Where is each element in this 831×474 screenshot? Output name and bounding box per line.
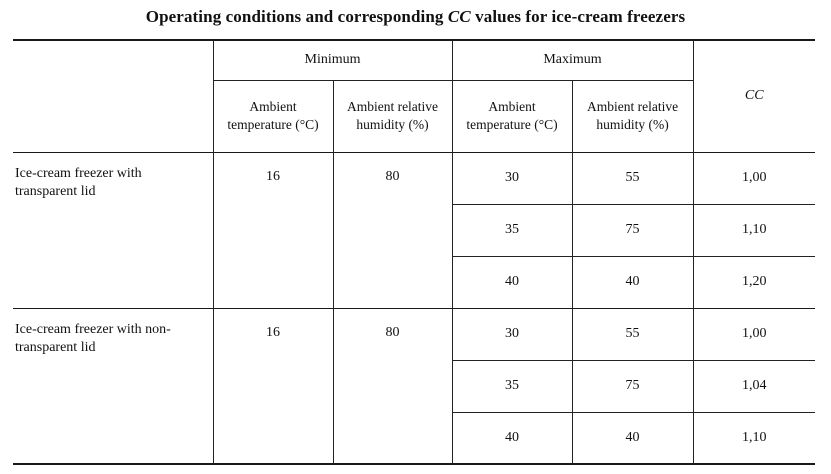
cc-value: 1,10	[693, 412, 815, 464]
title-suffix: values for ice-cream freezers	[470, 7, 686, 26]
min-humidity-value: 80	[333, 152, 452, 308]
header-empty-cell	[13, 40, 213, 152]
cc-value: 1,10	[693, 204, 815, 256]
min-humidity-value: 80	[333, 308, 452, 464]
min-temperature-value: 16	[213, 152, 333, 308]
max-temperature-value: 30	[452, 308, 572, 360]
max-humidity-value: 55	[572, 308, 693, 360]
header-cc: CC	[693, 40, 815, 152]
cc-value: 1,00	[693, 152, 815, 204]
cc-value: 1,00	[693, 308, 815, 360]
header-maximum: Maximum	[452, 40, 693, 80]
min-temperature-value: 16	[213, 308, 333, 464]
freezer-label: Ice-cream freezer with non-transparent lid	[13, 308, 213, 464]
max-temperature-value: 35	[452, 360, 572, 412]
cc-value: 1,04	[693, 360, 815, 412]
header-min-humidity: Ambient relative humidity (%)	[333, 80, 452, 152]
max-humidity-value: 55	[572, 152, 693, 204]
header-min-temperature: Ambient temperature (°C)	[213, 80, 333, 152]
conditions-table	[13, 39, 815, 465]
document-page	[0, 7, 831, 474]
header-max-humidity: Ambient relative humidity (%)	[572, 80, 693, 152]
max-humidity-value: 75	[572, 204, 693, 256]
cc-value: 1,20	[693, 256, 815, 308]
title-cc: CC	[447, 7, 471, 26]
header-minimum: Minimum	[213, 40, 452, 80]
max-temperature-value: 40	[452, 412, 572, 464]
max-temperature-value: 40	[452, 256, 572, 308]
header-max-temperature: Ambient temperature (°C)	[452, 80, 572, 152]
freezer-label: Ice-cream freezer with transparent lid	[13, 152, 213, 308]
max-humidity-value: 40	[572, 256, 693, 308]
max-humidity-value: 40	[572, 412, 693, 464]
title-prefix: Operating conditions and corresponding	[145, 7, 448, 26]
max-temperature-value: 30	[452, 152, 572, 204]
max-temperature-value: 35	[452, 204, 572, 256]
max-humidity-value: 75	[572, 360, 693, 412]
page-title	[0, 7, 831, 27]
